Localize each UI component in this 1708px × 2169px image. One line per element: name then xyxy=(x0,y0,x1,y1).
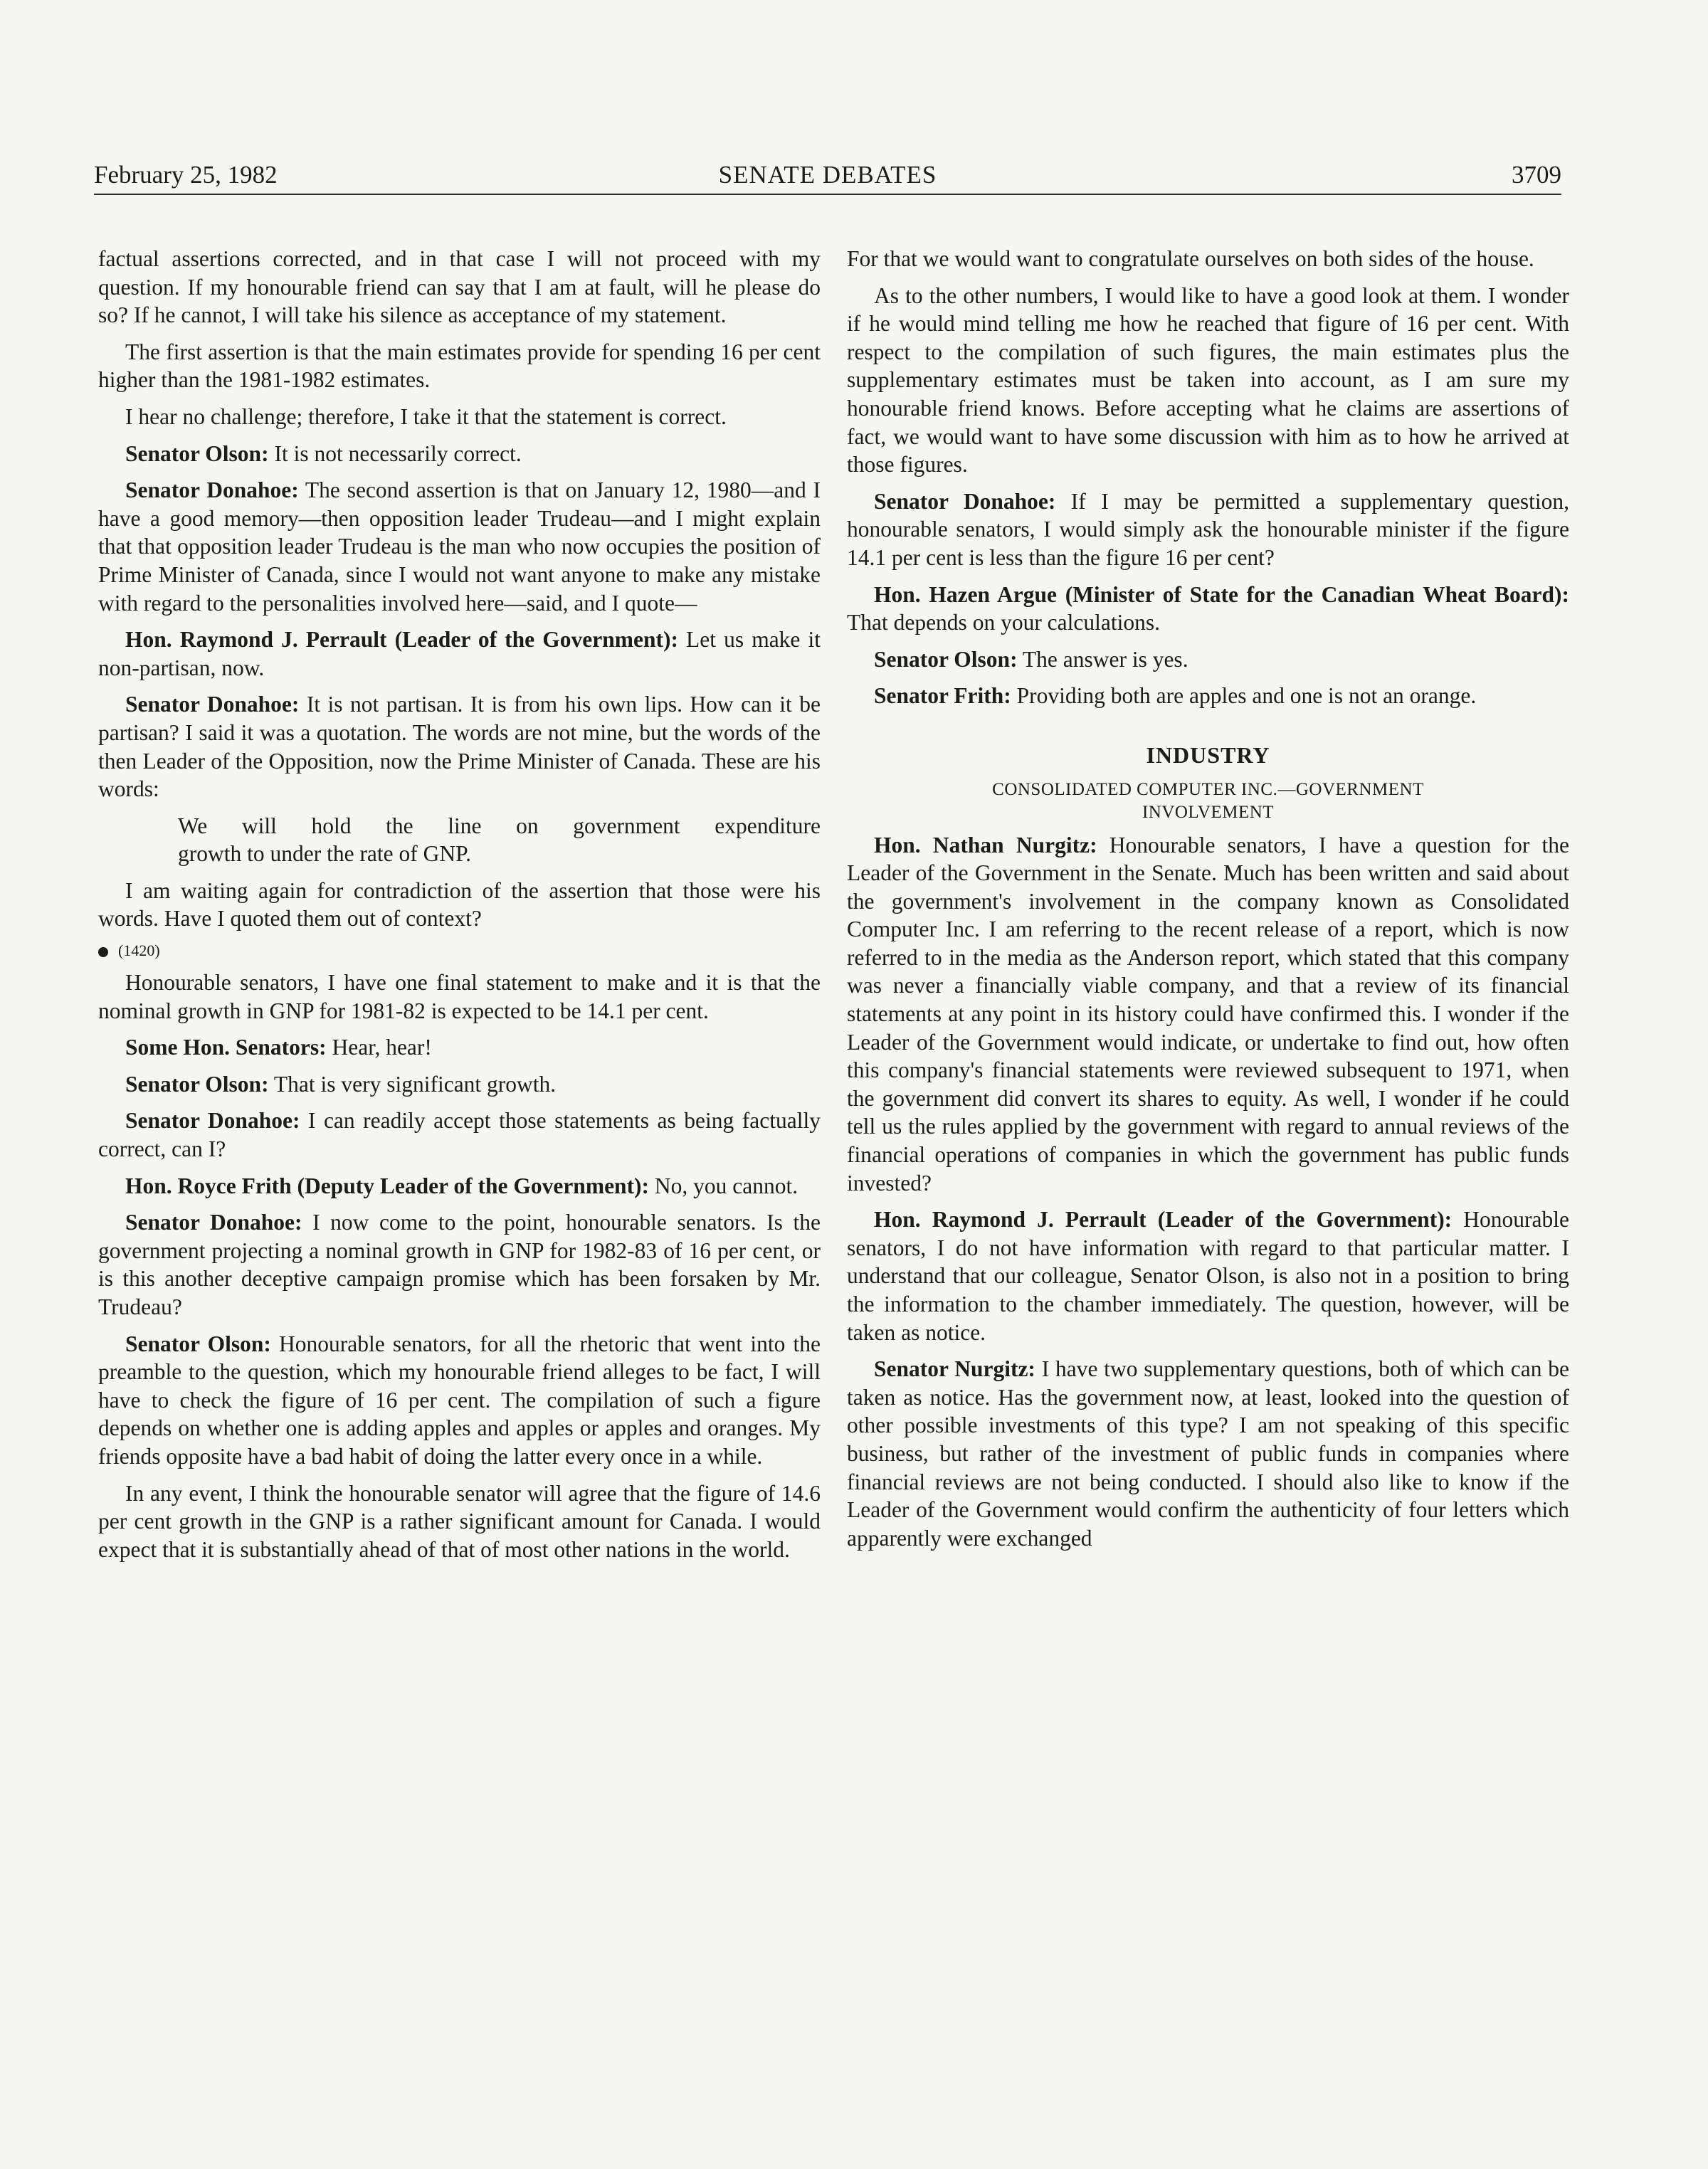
speech-text: Providing both are apples and one is not an orange. xyxy=(1011,683,1477,709)
speech xyxy=(847,487,1569,572)
speaker-name: Senator Olson: xyxy=(125,440,269,466)
speaker-name: Senator Donahoe: xyxy=(874,488,1056,514)
paragraph: Honourable senators, I have one final statement to make and it is that the nominal growth in GNP for 1981-82 is expected to be 14.1 per cent. xyxy=(98,970,821,1023)
paragraph: I am waiting again for contradiction of the assertion that those were his words. Have I quoted them out of context? xyxy=(98,877,821,932)
speech-text: I have two supplementary questions, both of which can be taken as notice. Has the government now, at least, looked into the question of other possible investments of this type? I am not speaking of this specific business, but rather of the investment of public funds in companies where financial reviews are not being conducted. I should also like to know if the Leader of the Government would confirm the authenticity of four letters which apparently were exchanged xyxy=(847,1356,1569,1551)
speaker-name: Senator Olson: xyxy=(125,1071,269,1097)
speech-text: Honourable senators, I have a question for the Leader of the Government in the Senate. Much has been written and said about the government's involvement in the company known as Consolidated Computer Inc. I am referring to the recent release of a report, which is now referred to in the media as the Anderson report, which stated that this company was never a financially viable company, and that a review of its financial statements at any point in its history could have confirmed this. I wonder if the Leader of the Government would indicate, or undertake to find out, how often this company's financial statements were reviewed subsequent to 1971, when the government did convert its shares to equity. As well, I wonder if he could tell us the rules applied by the government with regard to annual reviews of the financial operations of companies in which the government has public funds invested? xyxy=(847,832,1570,1196)
paragraph: As to the other numbers, I would like to have a good look at them. I wonder if he would mind telling me how he reached that figure of 16 per cent. With respect to the compilation of such figures, the main estimates plus the supplementary estimates must be taken into account, as I am sure my honourable friend knows. Before accepting what he claims are assertions of fact, we would want to have some discussion with him as to how he arrived at those figures. xyxy=(847,283,1569,477)
speech-text: It is not necessarily correct. xyxy=(268,440,522,466)
time-marker xyxy=(98,940,821,961)
speech xyxy=(847,831,1569,1198)
speech xyxy=(98,1033,821,1062)
speech xyxy=(98,476,821,617)
speech-text: Let us make it non-partisan, now. xyxy=(98,627,821,680)
speech xyxy=(98,1208,821,1321)
speech-text: If I may be permitted a supplementary question, honourable senators, I would simply ask the honourable minister if the figure 14.1 per cent is less than the figure 16 per cent? xyxy=(847,488,1569,570)
speech xyxy=(847,682,1569,710)
speech xyxy=(98,626,821,682)
speaker-name: Hon. Raymond J. Perrault (Leader of the Government): xyxy=(125,627,678,653)
speech xyxy=(847,581,1569,637)
speaker-name: Senator Frith: xyxy=(874,683,1011,709)
speech xyxy=(847,645,1569,674)
paragraph: In any event, I think the honourable senator will agree that the figure of 14.6 per cent growth in the GNP is a rather significant amount for Canada. I would expect that it is substantially ahead of that of most other nations in the world. xyxy=(98,1480,821,1562)
quote-line: growth to under the rate of GNP. xyxy=(178,841,472,867)
sub-heading xyxy=(847,779,1569,824)
speaker-name: Senator Donahoe: xyxy=(125,1210,302,1235)
speech-text: That is very significant growth. xyxy=(268,1071,557,1097)
speaker-name: Hon. Nathan Nurgitz: xyxy=(874,832,1097,857)
speech xyxy=(98,690,821,803)
time-marker-text: (1420) xyxy=(118,941,160,960)
speech xyxy=(98,1107,821,1163)
speech xyxy=(98,440,821,468)
section-heading: INDUSTRY xyxy=(1146,742,1270,768)
speech-text: The second assertion is that on January 12, 1980—and I have a good memory—then opposition leader Trudeau—and I might explain that that opposition leader Trudeau is the man who now occupies the position of Prime Minister of Canada, since I would not want anyone to make any mistake with regard to the personalities involved here—said, and I quote— xyxy=(98,477,821,616)
running-header xyxy=(94,161,1561,195)
paragraph: For that we would want to congratulate ourselves on both sides of the house. xyxy=(847,246,1534,271)
paragraph: The first assertion is that the main estimates provide for spending 16 per cent higher than the 1981-1982 estimates. xyxy=(98,339,821,393)
speaker-name: Senator Donahoe: xyxy=(125,1108,300,1134)
speech-text: Honourable senators, for all the rhetoric that went into the preamble to the question, which my honourable friend alleges to be fact, I will have to check the figure of 16 per cent. The compilation of such a figure depends on whether one is adding apples and apples or apples and oranges. My friends opposite have a bad habit of doing the latter every once in a while. xyxy=(98,1331,821,1469)
speaker-name: Senator Olson: xyxy=(125,1331,271,1356)
speaker-name: Senator Donahoe: xyxy=(125,477,299,503)
header-title: SENATE DEBATES xyxy=(718,161,937,189)
left-column xyxy=(98,245,821,1572)
speech xyxy=(98,1172,821,1200)
speaker-name: Hon. Raymond J. Perrault (Leader of the Government): xyxy=(874,1207,1453,1233)
speech-text: Hear, hear! xyxy=(326,1035,432,1060)
block-quote xyxy=(98,812,821,868)
speech-text: No, you cannot. xyxy=(649,1173,798,1198)
speech-text: I now come to the point, honourable senators. Is the government projecting a nominal growth in GNP for 1982-83 of 16 per cent, or is this another deceptive campaign promise which has been forsaken by Mr. Trudeau? xyxy=(98,1210,821,1319)
sub-heading-line: CONSOLIDATED COMPUTER INC.—GOVERNMENT xyxy=(992,779,1424,799)
speech-text: It is not partisan. It is from his own lips. How can it be partisan? I said it was a quotation. The words are not mine, but the words of the then Leader of the Opposition, now the Prime Minister of Canada. These are his words: xyxy=(98,692,821,802)
speaker-name: Some Hon. Senators: xyxy=(125,1035,327,1060)
speech-text: I can readily accept those statements as being factually correct, can I? xyxy=(98,1108,821,1162)
speech xyxy=(98,1070,821,1099)
paragraph: I hear no challenge; therefore, I take it that the statement is correct. xyxy=(125,403,727,429)
paragraph: factual assertions corrected, and in that case I will not proceed with my question. If my honourable friend can say that I am at fault, will he please do so? If he cannot, I will take his silence as acceptance of my statement. xyxy=(98,246,821,328)
speech xyxy=(98,1330,821,1471)
speaker-name: Senator Nurgitz: xyxy=(874,1356,1035,1382)
speech xyxy=(847,1205,1569,1346)
speech xyxy=(847,1355,1569,1552)
bullet-icon xyxy=(98,947,108,957)
speech-text: Honourable senators, I do not have information with regard to that particular matter. I understand that our colleague, Senator Olson, is also not in a position to bring the information to the chamber immediately. The question, however, will be taken as notice. xyxy=(847,1207,1569,1345)
speaker-name: Senator Donahoe: xyxy=(125,692,300,717)
speech-text: The answer is yes. xyxy=(1017,646,1188,672)
speech-text: That depends on your calculations. xyxy=(847,610,1161,635)
speaker-name: Senator Olson: xyxy=(874,646,1018,672)
sub-heading-line: INVOLVEMENT xyxy=(1142,802,1275,822)
right-column xyxy=(847,245,1569,1561)
header-date: February 25, 1982 xyxy=(94,161,278,189)
speaker-name: Hon. Hazen Argue (Minister of State for the Canadian Wheat Board): xyxy=(874,581,1569,607)
quote-line: We will hold the line on government expenditure xyxy=(178,813,821,838)
header-page-number: 3709 xyxy=(1512,161,1561,189)
speaker-name: Hon. Royce Frith (Deputy Leader of the Government): xyxy=(125,1173,650,1198)
